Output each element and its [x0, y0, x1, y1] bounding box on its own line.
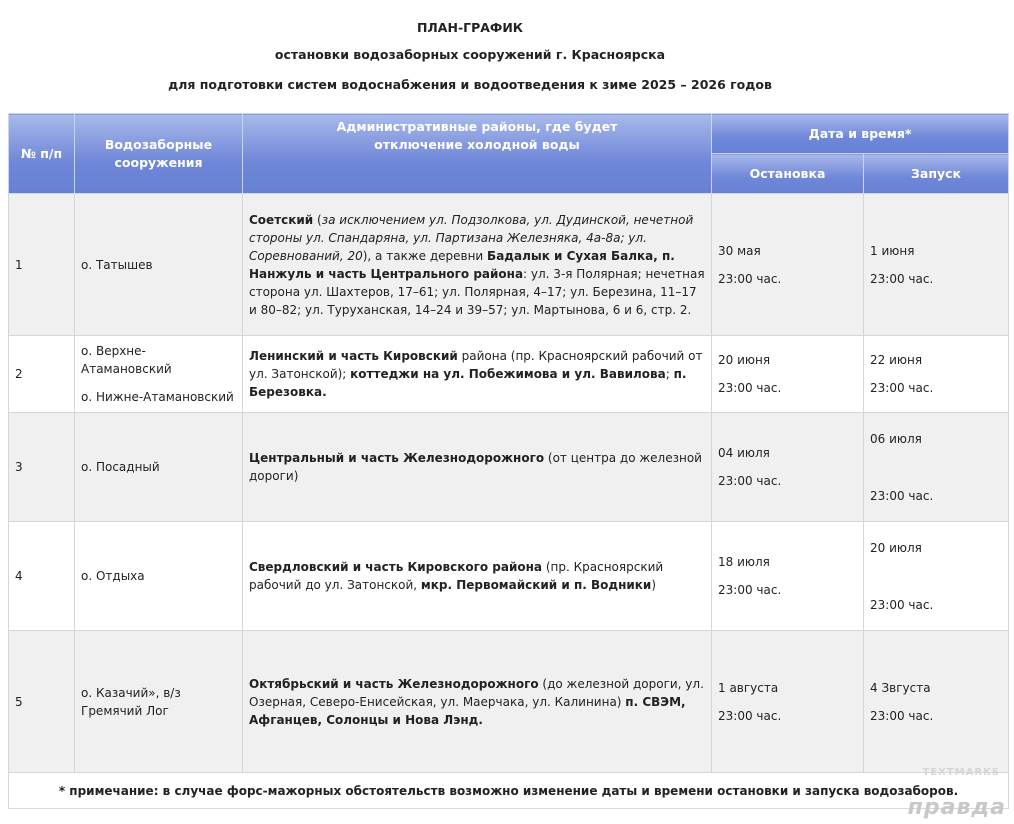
facility-line: о. Верхне- Атамановский — [81, 344, 172, 376]
start-date: 22 июня — [870, 353, 923, 367]
row-districts — [243, 631, 712, 773]
row-start — [864, 336, 1009, 413]
header-num: № п/п — [9, 114, 75, 194]
start-time: 23:00 час. — [870, 271, 934, 286]
row-start — [864, 522, 1009, 631]
row-stop — [712, 522, 864, 631]
row-stop — [712, 631, 864, 773]
header-start: Запуск — [864, 154, 1009, 194]
start-date: 06 июля — [870, 431, 922, 446]
stop-date: 04 июля — [718, 446, 770, 460]
district-text: ), а также деревни — [362, 248, 488, 263]
header-facility: Водозаборные сооружения — [75, 114, 243, 194]
district-text: ( — [313, 212, 322, 227]
district-text: ) — [651, 578, 657, 592]
district-text: (от центра до железной дороги) — [249, 451, 702, 483]
row-facility — [75, 336, 243, 413]
district-bold: Центральный и часть Железнодорожного — [249, 451, 545, 465]
district-bold: п. Березовка. — [249, 367, 687, 399]
district-text: (пр. Красноярский рабочий до ул. Затонской, — [249, 560, 664, 592]
row-start — [864, 194, 1009, 336]
stop-date: 1 августа — [718, 680, 779, 695]
note-row — [9, 773, 1009, 809]
district-bold: Ленинский и часть Кировский — [249, 349, 458, 363]
district-text: ; — [665, 367, 674, 381]
district-text: : ул. 3-я Полярная; нечетная сторона ул. Шахтеров, 17–61; ул. Полярная, 4–17; ул. Березина, 11–17 и 80–82; ул. Туруханская, 14–24 и 39–57; ул. Мартынова, 6 и 6, стр. 2. — [249, 266, 705, 317]
schedule-table — [8, 113, 1009, 809]
stop-date: 30 мая — [718, 243, 761, 258]
row-districts — [243, 336, 712, 413]
stop-time: 23:00 час. — [718, 271, 782, 286]
row-facility: о. Посадный — [75, 413, 243, 522]
start-time: 23:00 час. — [870, 597, 934, 612]
start-time: 23:00 час. — [870, 708, 934, 723]
title-line-2: остановки водозаборных сооружений г. Красноярска — [274, 47, 666, 62]
row-num: 3 — [9, 413, 75, 522]
district-italic: за исключением ул. Подзолкова, ул. Дудинской, нечетной стороны ул. Спандаряна, ул. Партизана Железняка, 4а-8а; ул. Соревнований, 20 — [249, 212, 694, 263]
start-date: 4 Звгуста — [870, 680, 931, 695]
district-bold: Соетский — [249, 212, 314, 227]
facility-line: о. Нижне-Атамановский — [81, 390, 234, 404]
header-datetime: Дата и время* — [712, 114, 1009, 154]
row-start — [864, 413, 1009, 522]
header-districts: Административные районы, где будет отключение холодной воды — [243, 114, 712, 194]
title-line-1: ПЛАН-ГРАФИК — [416, 20, 524, 35]
row-stop — [712, 336, 864, 413]
start-time: 23:00 час. — [870, 381, 934, 395]
district-bold: Бадалык и Сухая Балка, п. Нанжуль и часть Центрального района — [249, 248, 675, 281]
row-facility: о. Татышев — [75, 194, 243, 336]
row-stop — [712, 194, 864, 336]
start-time: 23:00 час. — [870, 488, 934, 503]
footnote: * примечание: в случае форс-мажорных обстоятельств возможно изменение даты и времени остановки и запуска водозаборов. — [9, 773, 1009, 809]
table-row — [9, 522, 1009, 631]
stop-date: 18 июля — [718, 555, 770, 569]
stop-time: 23:00 час. — [718, 583, 782, 597]
district-text: района (пр. Красноярский рабочий от ул. Затонской); — [249, 349, 703, 381]
row-facility: о. Казачий», в/з Гремячий Лог — [75, 631, 243, 773]
table-row — [9, 413, 1009, 522]
district-bold: Свердловский и часть Кировского района — [249, 560, 543, 574]
watermark-logo: правда — [907, 795, 1006, 820]
district-bold: п. СВЭМ, Афганцев, Солонцы и Нова Лэнд. — [249, 694, 686, 727]
row-num: 2 — [9, 336, 75, 413]
stop-date: 20 июня — [718, 353, 771, 367]
district-bold: Октябрьский и часть Железнодорожного — [249, 676, 539, 691]
row-start — [864, 631, 1009, 773]
start-date: 1 июня — [870, 243, 915, 258]
row-districts — [243, 522, 712, 631]
watermark-small-text: TEXTMARKS — [922, 767, 1000, 778]
stop-time: 23:00 час. — [718, 708, 782, 723]
table-row — [9, 336, 1009, 413]
district-text: (до железной дороги, ул. Озерная, Северо-Енисейская, ул. Маерчака, ул. Калинина) — [249, 676, 704, 709]
row-facility: о. Отдыха — [75, 522, 243, 631]
district-bold: мкр. Первомайский и п. Водники — [420, 578, 652, 592]
row-num: 4 — [9, 522, 75, 631]
title-line-3: для подготовки систем водоснабжения и водоотведения к зиме 2025 – 2026 годов — [168, 77, 772, 92]
table-row — [9, 631, 1009, 773]
row-districts — [243, 413, 712, 522]
district-bold: коттеджи на ул. Побежимова и ул. Вавилова — [350, 367, 666, 381]
stop-time: 23:00 час. — [718, 381, 782, 395]
header-stop: Остановка — [712, 154, 864, 194]
stop-time: 23:00 час. — [718, 474, 782, 488]
row-num: 5 — [9, 631, 75, 773]
start-date: 20 июля — [870, 540, 922, 555]
row-num: 1 — [9, 194, 75, 336]
row-districts — [243, 194, 712, 336]
row-stop — [712, 413, 864, 522]
table-row — [9, 194, 1009, 336]
